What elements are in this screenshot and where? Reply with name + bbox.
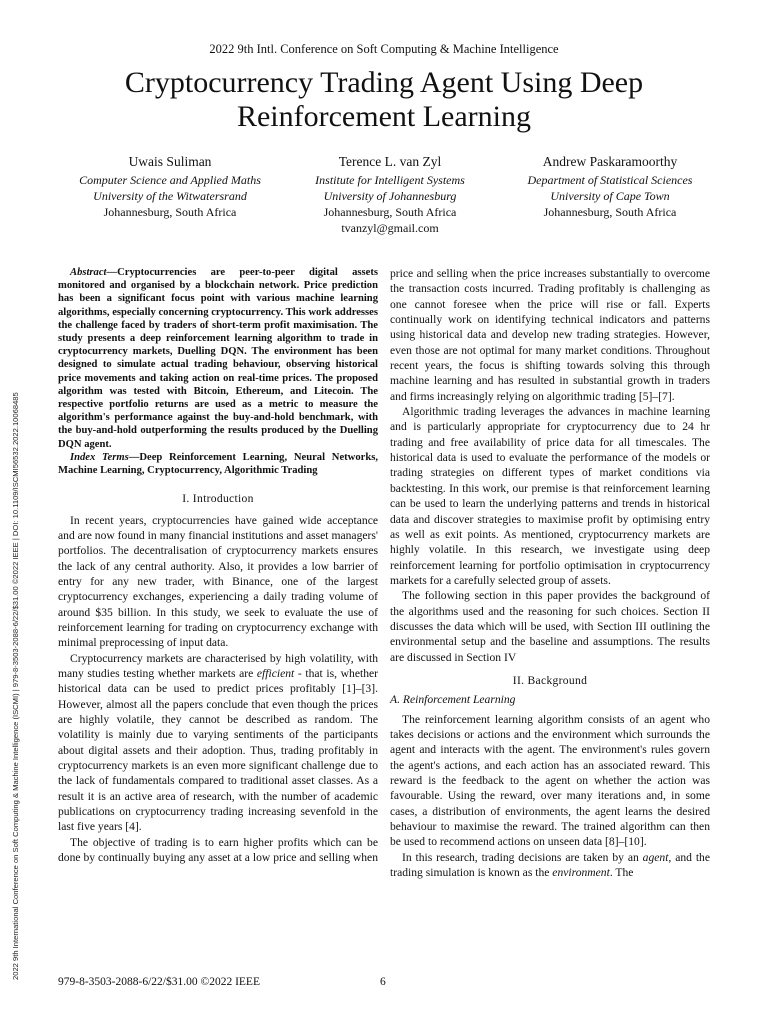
author-name: Terence L. van Zyl: [338, 154, 442, 169]
paragraph: In recent years, cryptocurrencies have gained wide acceptance and are now found in many financial institutions and asset managers' portfolios. The decentralisation of cryptocurrency markets ensures the lack of any central authority. Also, it provides a low barrier of entry for any new trader, with Binance, one of the largest cryptocurrency exchanges, experiencing a daily trading volume of around $35 billion. In this study, we seek to evaluate the use of reinforcement learning for trading on cryptocurrency exchange with minimal preprocessing of input data.: [58, 513, 378, 650]
author-2: [280, 154, 500, 236]
conference-header: 2022 9th Intl. Conference on Soft Computing & Machine Intelligence: [209, 42, 559, 56]
index-terms-label: Index Terms: [70, 451, 129, 463]
title-line-2: Reinforcement Learning: [236, 100, 532, 133]
doi-sidebar-text: 2022 9th International Conference on Soft Computing & Machine Intelligence (ISCMI) | 979-8-3503-2088-6/22/$31.00 ©2022 IEEE | DOI: 10.1109/ISCMI56532.2022.10068485: [11, 392, 20, 980]
author-location: Johannesburg, South Africa: [103, 205, 237, 219]
author-univ: University of Johannesburg: [323, 189, 457, 203]
author-dept: Department of Statistical Sciences: [527, 173, 693, 187]
title-line-1: Cryptocurrency Trading Agent Using Deep: [124, 66, 644, 99]
right-column: [390, 266, 710, 880]
paper-title: [60, 66, 708, 134]
author-univ: University of Cape Town: [550, 189, 670, 203]
author-univ: University of the Witwatersrand: [93, 189, 247, 203]
author-location: Johannesburg, South Africa: [543, 205, 677, 219]
emphasis: efficient: [256, 667, 295, 681]
emphasis: environment: [552, 866, 610, 880]
paragraph: In this research, trading decisions are taken by an agent, and the trading simulation is known as the environment. The: [390, 850, 710, 880]
paragraph-continued: price and selling when the price increases substantially to overcome the transaction costs incurred. Trading profitably is challenging as one cannot foresee when the price will rise or fall. Experts continually work on identifying technical indicators and patterns using historical data and develop new trading strategies. However, even those are not optimal for many market conditions. Throughout recent years, the focus is shifting towards solving this through machine learning and has resulted in substantial growth in traders and firms increasingly relying on algorithmic trading [5]–[7].: [390, 267, 710, 403]
paragraph: Algorithmic trading leverages the advances in machine learning and is particularly appropriate for cryptocurrency due to 24 hr trading and free availability of price data for all timescales. The historical data is used to evaluate the performance of the models or trading strategies on different types of market conditions via backtesting. In this work, our premise is that reinforcement learning can be used to learn the underlying patterns and trends in historical data and discover strategies to maximise profit by optimising entry as well as exit points. As mentioned, cryptocurrency markets are highly volatile. In this research, we investigate using deep reinforcement learning for portfolio optimisation in cryptocurrency markets for a carefully selected group of assets.: [390, 405, 710, 587]
author-1: [60, 154, 280, 236]
page-footer: [58, 976, 710, 988]
subsection-heading: A. Reinforcement Learning: [390, 693, 516, 707]
index-terms: [58, 451, 378, 477]
abstract-label: Abstract: [70, 267, 107, 278]
author-dept: Institute for Intelligent Systems: [315, 173, 465, 187]
author-email[interactable]: tvanzyl@gmail.com: [341, 221, 439, 235]
index-terms-text: —Deep Reinforcement Learning, Neural Networks, Machine Learning, Cryptocurrency, Algorithmic Trading: [58, 451, 378, 477]
author-3: [500, 154, 720, 236]
footer-copyright: 979-8-3503-2088-6/22/$31.00 ©2022 IEEE: [58, 976, 260, 988]
emphasis: agent: [642, 850, 669, 864]
paragraph: Cryptocurrency markets are characterised by high volatility, with many studies testing whether markets are efficient - that is, whether historical data can be used to predict prices profitably [1]–[3]. However, almost all the papers conclude that even though the prices are highly volatile, they cannot be described as random. The volatility is mainly due to varying sentiments of the participants about digital assets and their adoption. Thus, trading profitably in cryptocurrency markets is an even more significant challenge due to the lack of fundamentals compared to traditional asset classes. As a result it is an active area of research, with the number of academic publications on cryptocurrency trading increasing sevenfold in the last five years [4].: [58, 651, 378, 834]
author-dept: Computer Science and Applied Maths: [79, 173, 261, 187]
left-column: [58, 266, 378, 866]
paragraph: The following section in this paper provides the background of the algorithms used and the reasoning for such choices. Section II discusses the data which will be used, with Section III outlining the environmental setup and the baseline and assumptions. The results are discussed in Section IV: [390, 589, 710, 664]
paragraph: The objective of trading is to earn higher profits which can be done by continually buying any asset at a low price and selling when: [58, 835, 378, 865]
author-name: Uwais Suliman: [128, 154, 212, 169]
author-name: Andrew Paskaramoorthy: [542, 154, 678, 169]
section-heading-background: II. Background: [512, 673, 588, 687]
abstract: [58, 266, 378, 451]
abstract-text: —Cryptocurrencies are peer-to-peer digital assets monitored and organised by a blockchain network. Price prediction has been a significant focus point with various machine learning algorithms, especially concerning cryptocurrency. This work addresses the challenge faced by traders of short-term profit maximisation. The study presents a deep reinforcement learning algorithm to trade in cryptocurrency markets, Duelling DQN. The environment has been designed to simulate actual trading behaviour, observing historical price movements and taking action on real-time prices. The proposed algorithm was tested with Bitcoin, Ethereum, and Litecoin. The respective portfolio returns are used as a metric to measure the algorithm's performance against the buy-and-hold benchmark, with the buy-and-hold outperforming the results produced by the Duelling DQN agent.: [58, 267, 378, 450]
author-block: [60, 154, 720, 236]
page-number: 6: [380, 976, 386, 988]
paragraph: The reinforcement learning algorithm consists of an agent who takes decisions or actions and the environment which surrounds the agent and interacts with the agent. The environment's rules govern the agent's actions, and each action has an associated reward. This reward is the feedback to the agent on whether the action was favourable. Using the reward, over many iterations and, in some cases, a distribution of environments, the agent learns the desired behaviour to maximise the reward. The trained algorithm can then be used to recommend actions on unseen data [8]–[10].: [390, 712, 710, 849]
author-location: Johannesburg, South Africa: [323, 205, 457, 219]
doi-sidebar: [8, 210, 24, 980]
section-heading-introduction: I. Introduction: [182, 492, 254, 506]
